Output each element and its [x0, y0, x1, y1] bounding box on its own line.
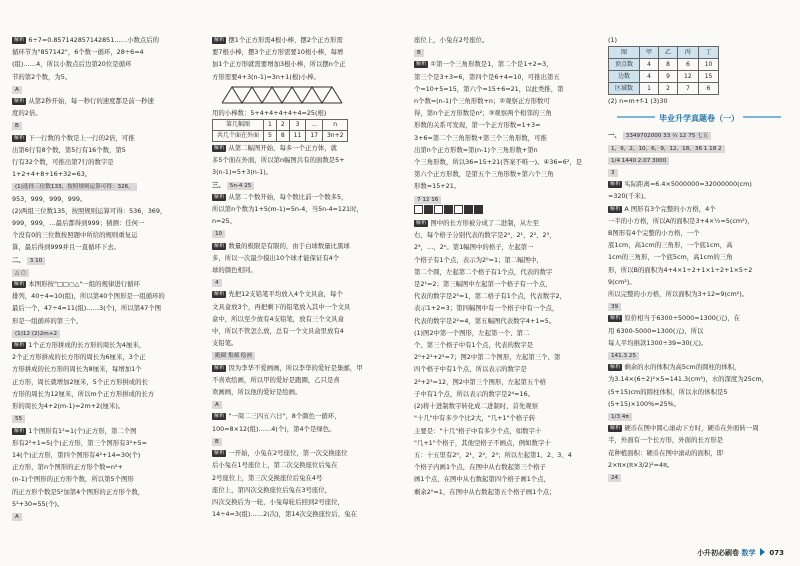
- text-line: 表示1+2=3；第四幅图中有一个格子中有一个点，: [414, 304, 559, 313]
- table-cell: 3: [289, 120, 306, 131]
- text-line: 解析 硬币在图中圆心滚动下方时，硬币在外面转一周: [610, 424, 759, 433]
- text-line: 解析 "一周二三四五六日"，8个颜色一循环，: [214, 412, 341, 421]
- text-line: 解析 剩余的水的体积为高5cm的圆柱的体积，: [610, 363, 741, 372]
- answer-line: 1/3 4π: [608, 410, 790, 422]
- subject-label: 数学: [741, 549, 756, 557]
- text-line: (1): [608, 36, 618, 44]
- table-cell: 17: [306, 131, 323, 142]
- text-line: 14÷4=3(组)……2(次)，第14次交换座位后，兔在: [212, 510, 358, 519]
- answer-line: A: [12, 510, 200, 522]
- text-line: 算，最后得到999并且一直循环下去。: [12, 243, 121, 252]
- text-line: 解析 实际距离=6.4×5000000=32000000(cm): [610, 180, 752, 189]
- answer-line: 跑圈 集邮 绘画: [212, 349, 400, 361]
- text-line: 用 6300-5000=1300(元)，所以: [608, 326, 704, 335]
- text-line: 第三个是3+3=6，第四个是6+4=10，可推出第五: [414, 72, 560, 81]
- book-title: 小升初必刷卷: [697, 549, 740, 557]
- column-1: [12, 34, 200, 522]
- table-cell: 4: [640, 59, 659, 71]
- table-cell: 2: [276, 120, 289, 131]
- text-line: 半，外面有一个长方形，外面的长方形是: [608, 436, 724, 445]
- table-cell: 1: [640, 83, 659, 95]
- answer-line: A: [12, 83, 200, 95]
- text-line: (2)将十进制数字转化成二进制时，首先观察: [414, 402, 539, 411]
- text-line: 形的周长为4+2(m-1)=2m+2(厘米)。: [12, 402, 125, 411]
- text-line: 球的颜色相同。: [212, 266, 257, 275]
- text-line: 个=10+5=15，第六个=15+6=21，以此类推，第: [414, 84, 564, 93]
- text-line: 剩余2⁰=1，在图中从右数起第五个格子画1个点；: [414, 487, 556, 496]
- text-line: 解析 从第二个数开始，每个数比前一个数多5，: [214, 192, 348, 201]
- table-cell: 区域数: [609, 83, 640, 95]
- text-line: 行有32个数，可推出第7行的数字是: [12, 158, 114, 167]
- text-line: 953，999，999，999。: [12, 194, 87, 203]
- text-line: 加1个正方形就需要增加3根小棒，所以摆n个正: [212, 60, 346, 69]
- text-line: 节的第2个数，为5。: [12, 72, 72, 81]
- text-line: 解析 ①第一个三角形数是1，第二个是1+2=3，: [416, 60, 553, 69]
- text-line: 第六个正方形数，是第五个三角形数+第六个三角: [414, 170, 554, 179]
- table-cell: 15: [698, 71, 719, 83]
- text-line: 得，第n个正方形数是n²；③观察两个相邻的三角: [414, 109, 552, 118]
- answer-line: 三、 5n-4 25: [212, 179, 400, 191]
- text-line: 解析 本图形按"□□○△"一组的规律进行循环: [14, 280, 140, 289]
- answer-line: (1)12 (2)2m+2: [12, 327, 200, 339]
- text-line: (5+15)cm的圆柱体积，所以水的体积是5: [608, 387, 728, 396]
- text-line: 3(n-1)=5+3(n-1)。: [212, 168, 273, 177]
- table-cell: n: [322, 120, 347, 131]
- answer-line: B: [414, 46, 602, 58]
- text-line: 个没有0的三位数按照题中所给的规则重复运: [12, 231, 138, 240]
- text-line: 座位上，第四次交换座位后兔在3号座位，: [212, 485, 332, 494]
- section-title: 毕业升学真题卷（一）: [608, 111, 790, 127]
- text-line: 要7根小棒，摆3个正方形需要10根小棒，每增: [212, 48, 344, 57]
- text-line: 方形拼成的长方形的周长为8厘米，每增加1个: [12, 365, 142, 374]
- page-footer: [697, 548, 784, 558]
- text-line: 形，所以B的面积为4+4×1÷2+1×1÷2+1×5÷2: [608, 265, 753, 274]
- text-line: 正方形，周长就增加2厘米，5个正方形拼成的长: [12, 377, 148, 386]
- binary-boxes: [414, 205, 602, 217]
- text-line: 四个格子中有1个点，所以表示的数字是: [414, 365, 527, 374]
- text-line: 个、第三个格子中有1个点，代表的数字是: [414, 341, 534, 350]
- text-line: 排列，40÷4=10(组)，所以第40个图形是一组循环的: [12, 292, 165, 301]
- text-line: 底1cm，高1cm的三角形，一个底1cm，高: [608, 241, 733, 250]
- table-cell: 4: [640, 71, 659, 83]
- text-line: 多，所以一次最少摸出10个球才能保证有4个: [212, 253, 340, 262]
- text-line: 多5个面在外面，所以第n幅图共有的面数是5+: [212, 156, 345, 165]
- table-cell: 7: [678, 83, 699, 95]
- table-cell: 8: [659, 59, 678, 71]
- text-line: 后小兔在1号座位上，第二次交换座位后兔在: [212, 461, 338, 470]
- table-cell: 6: [678, 59, 699, 71]
- text-line: 解析 原价相当于6300÷5000=1300(元)，在: [610, 314, 741, 323]
- text-line: 解析 从第2秒开始，每一秒行的速度都是前一秒速: [14, 97, 154, 106]
- text-line: (2)两组三位数135，按照规则运算可得：536，369，: [12, 206, 167, 215]
- table-cell: 6: [698, 83, 719, 95]
- table-cell: 顶点数: [609, 59, 640, 71]
- text-line: 用的小棒数：5+4+4+4+4+4=25(根): [212, 108, 327, 117]
- text-line: 方形需要4+3(n-1)=3n+1(根)小棒。: [212, 72, 320, 81]
- text-line: 解析 因为李华不爱画画，所以李华的爱好是集邮，甲: [214, 363, 363, 372]
- table-header: 甲: [640, 47, 659, 59]
- text-line: 文具盒放3个，再把剩下的铅笔放入其中一个文具: [212, 302, 351, 311]
- answer-line: 10: [212, 227, 400, 239]
- answer-line: B: [12, 119, 200, 131]
- table-cell: 2: [659, 83, 678, 95]
- text-line: 方形的周长为12厘米，所以m个正方形拼成的长方: [12, 389, 155, 398]
- text-line: 子中有1个点，所以表示的数字是2⁴=16。: [414, 389, 535, 398]
- text-line: 四次交换后为一轮，小兔每轮后回到2号座位，: [212, 497, 344, 506]
- faces-table: [212, 119, 348, 142]
- text-line: 解析 6÷7=0.857142857142851……小数点后的: [14, 36, 160, 44]
- text-line: 中，所以不管怎么放，总有一个文具盒里放有4: [212, 327, 344, 336]
- text-line: (2) n=m+f-1 (3)30: [608, 97, 668, 106]
- answer-line: B: [212, 435, 400, 447]
- answer-line: 一、 3349702000 33 ⅓ 12 75 七五: [608, 129, 790, 141]
- answer-line: 4: [212, 276, 400, 288]
- text-line: 度的2倍。: [12, 109, 42, 118]
- text-line: 个格子有1个点，表示为2⁰=1；第二幅图中，: [414, 255, 543, 264]
- text-line: 9(cm²)。: [608, 277, 636, 286]
- text-line: 支铅笔。: [212, 339, 238, 348]
- text-line: 代表的数字是2⁰=1，第二格子有1个点，代表数字2，: [414, 292, 566, 301]
- answer-line: △ ○: [12, 266, 200, 278]
- text-line: 2⁰+2¹+2²=7；图2中第二个图形，左起第三个、第: [414, 353, 561, 362]
- answer-line: 55: [12, 412, 200, 424]
- answer-line: 7 12 16: [414, 193, 602, 205]
- text-line: 解析 摆1个正方形需4根小棒，摆2个正方形需: [214, 36, 343, 44]
- text-line: 解析 从第二幅图开始，每多一个正方体，就: [214, 144, 338, 153]
- text-line: 解析 1个图形有1²=1(个)正方形，第二个图: [14, 426, 137, 435]
- text-line: 一半的小方格，所以A的面积是3+4×½=5(cm²)，: [608, 216, 754, 225]
- page-number: 073: [769, 549, 784, 557]
- text-line: "十几"中有多少个比2大，"几+1"个格子转: [414, 414, 536, 423]
- answer-line: 1/4 1440 2.07 3000: [608, 154, 790, 166]
- column-4: [608, 34, 790, 483]
- text-line: 画1个点，在图中从右数起第四个格子画1个点，: [414, 475, 550, 484]
- text-line: 形有2²+1=5(个)正方形，第三个图形有3²+5=: [12, 438, 147, 447]
- table-header: 乙: [659, 47, 678, 59]
- text-line: 2⁴，…，2ⁿ。第1幅图中的格子，左起第一: [414, 243, 534, 252]
- text-line: 不喜欢绘画，所以甲的爱好是跑圈，乙只是喜: [212, 375, 340, 384]
- text-line: 正方形，第n个图形的正方形个数=n²+: [12, 463, 123, 472]
- table-cell: 10: [698, 59, 719, 71]
- text-line: 形数的关系可发现，第一个正方形数=1+3=: [414, 121, 541, 130]
- text-line: 每人平均捐款1300÷39=30(元)。: [608, 338, 708, 347]
- text-line: 1cm的三角形，一个底5cm，高1cm的三角: [608, 253, 733, 262]
- text-line: 主要是："十几"格子中有多少个点，如数字十: [414, 426, 542, 435]
- answer-line: 39: [608, 300, 790, 312]
- text-line: 1+2+4+8+16+32=63。: [12, 170, 92, 179]
- answer-line: 二、 3 10: [12, 254, 200, 266]
- text-line: 盒中，所以至少放有4支铅笔，放有三个文具盒: [212, 314, 344, 323]
- text-line: 出第n个正方形数=第(n-1)个三角形数+第n: [414, 145, 538, 154]
- text-line: 2号座位上，第三次交换座位后兔在4号: [212, 473, 323, 482]
- text-line: 100=8×12(组)……4(个)，第4个是绿色。: [212, 424, 336, 433]
- table-cell: 共几个面在外面: [213, 131, 264, 142]
- text-line: 第二个圆，左起第二个格子有1个点，代表的数字: [414, 267, 553, 276]
- text-line: 2×π×(π×3/2)²=4π。: [608, 460, 674, 469]
- text-line: 为3.14×(6÷2)²×5=141.3(cm³)，水的深度为25cm，: [608, 375, 768, 384]
- text-line: 循环节为"857142"，6个数一循环，28÷6=4: [12, 48, 144, 57]
- text-line: 右，每个格子分别代表的数字是2⁰，2¹，2²，2³，: [414, 231, 556, 240]
- answer-line: 141.3 25: [608, 349, 790, 361]
- table-cell: 9: [659, 71, 678, 83]
- table-cell: 第几幅图: [213, 120, 264, 131]
- text-line: 是2¹=2；第三幅图中左起第一个格子有一个点，: [414, 280, 552, 289]
- answer-line: 1，9，2，10，6，9，12，18，36 1 18 2: [608, 142, 790, 154]
- table-cell: 1: [264, 120, 277, 131]
- text-line: 所以完整的小方格，所以面积为3+12=9(cm²)。: [608, 290, 749, 299]
- column-2: [212, 34, 400, 520]
- text-line: 个格子内画1个点，在图中从右数起第三个格子: [414, 463, 546, 472]
- text-line: 的正方形个数是5²加第4个图形的正方形个数，: [12, 487, 145, 496]
- table-cell: 5: [264, 131, 277, 142]
- table-header: 图: [609, 47, 640, 59]
- text-line: 解析 先把12支铅笔平均放入4个文具盒，每个: [214, 290, 343, 299]
- table-cell: 8: [276, 131, 289, 142]
- text-line: 欢画画，所以他的爱好是绘画。: [212, 388, 302, 397]
- table-cell: 边数: [609, 71, 640, 83]
- text-line: (1)选择三位数133，按照规则运算可得：326，: [12, 180, 200, 192]
- text-line: (n-1)个图形的正方形个数，所以第5个图形: [12, 475, 134, 484]
- answer-line: 24: [608, 471, 790, 483]
- text-line: 2个正方形拼成的长方形的周长为6厘米，3个正: [12, 353, 146, 362]
- text-line: 所以第n个数为1+5(m-1)=5n-4，当5n-4=121时，: [212, 205, 363, 214]
- text-line: 999，999，…最后都得到999；猜测：任何一: [12, 219, 145, 228]
- table-cell: 12: [678, 71, 699, 83]
- table-header: 丙: [678, 47, 699, 59]
- text-line: 最后一个，47÷4=11(组)……3(个)，所以第47个图: [12, 304, 162, 313]
- text-line: 个三角形数，所以36=15+21(答案不唯一)。④36=6²，是: [414, 158, 583, 167]
- graph-table: [608, 46, 719, 95]
- text-line: 形数=15+21。: [414, 182, 461, 191]
- arrow-icon: [760, 548, 765, 556]
- text-line: (1)图2中第一个图形，左起第一个、第二: [414, 328, 530, 337]
- text-line: 14(个)正方形，第四个图形有4²+14=30(个): [12, 450, 141, 459]
- text-line: 座位上，小兔在2号座位。: [414, 36, 489, 44]
- text-line: 花种植面积：硬币在图中滚动的面积，即: [608, 448, 724, 457]
- text-line: 解析 数量的极限是有限的，由于白球数量比黑球: [214, 241, 350, 250]
- text-line: B图形有4个完整的小方格，一个: [608, 229, 700, 238]
- text-line: 出第6行有8个数，第5行有16个数，第5: [12, 145, 126, 154]
- text-line: =320(千米)。: [608, 192, 650, 201]
- answer-line: A: [212, 398, 400, 410]
- table-header: 丁: [698, 47, 719, 59]
- text-line: "几+1"个格子，其他空格子不画点，例如数字十: [414, 438, 551, 447]
- text-line: 解析 下一行数的个数是上一行的2倍，可推: [14, 133, 135, 142]
- text-line: (5+15)×100%=25%。: [608, 399, 681, 408]
- text-line: (组)……4，所以小数点后边第20位是循环: [12, 60, 132, 69]
- text-line: 2²+2³=12，图2中第三个图形，左起第五个格: [414, 377, 547, 386]
- text-line: 5²+30=55(个)。: [12, 499, 64, 508]
- text-line: 解析 1个正方形拼成的长方形的周长为4厘米，: [14, 341, 146, 350]
- text-line: 五：十五里有2⁰，2¹，2²，2³；所以左起第1、2、3、4: [414, 450, 572, 459]
- matchstick-diagram: [218, 85, 388, 105]
- text-line: n=25。: [212, 217, 236, 226]
- text-line: 解析 A 图形有3个完整的小方格，4个: [610, 204, 716, 213]
- table-cell: …: [306, 120, 323, 131]
- answer-line: 3: [608, 166, 790, 178]
- text-line: n个数=(n-1)个三角形数+n；②观察正方形数可: [414, 97, 550, 106]
- column-3: [414, 34, 602, 498]
- table-cell: 3n+2: [322, 131, 347, 142]
- text-line: 代表的数字是2²=4，第五幅图代表数字4+1=5。: [414, 316, 556, 325]
- text-line: 形是一组循环的第三个。: [12, 316, 83, 325]
- text-line: 3+6=第二个三角形数+第三个三角形数，可推: [414, 133, 547, 142]
- text-line: 解析 图中的长方形被分成了二进制，从左至: [416, 219, 540, 228]
- table-cell: 11: [289, 131, 306, 142]
- text-line: 解析 一开始，小兔在2号座位，第一次交换座位: [214, 449, 348, 458]
